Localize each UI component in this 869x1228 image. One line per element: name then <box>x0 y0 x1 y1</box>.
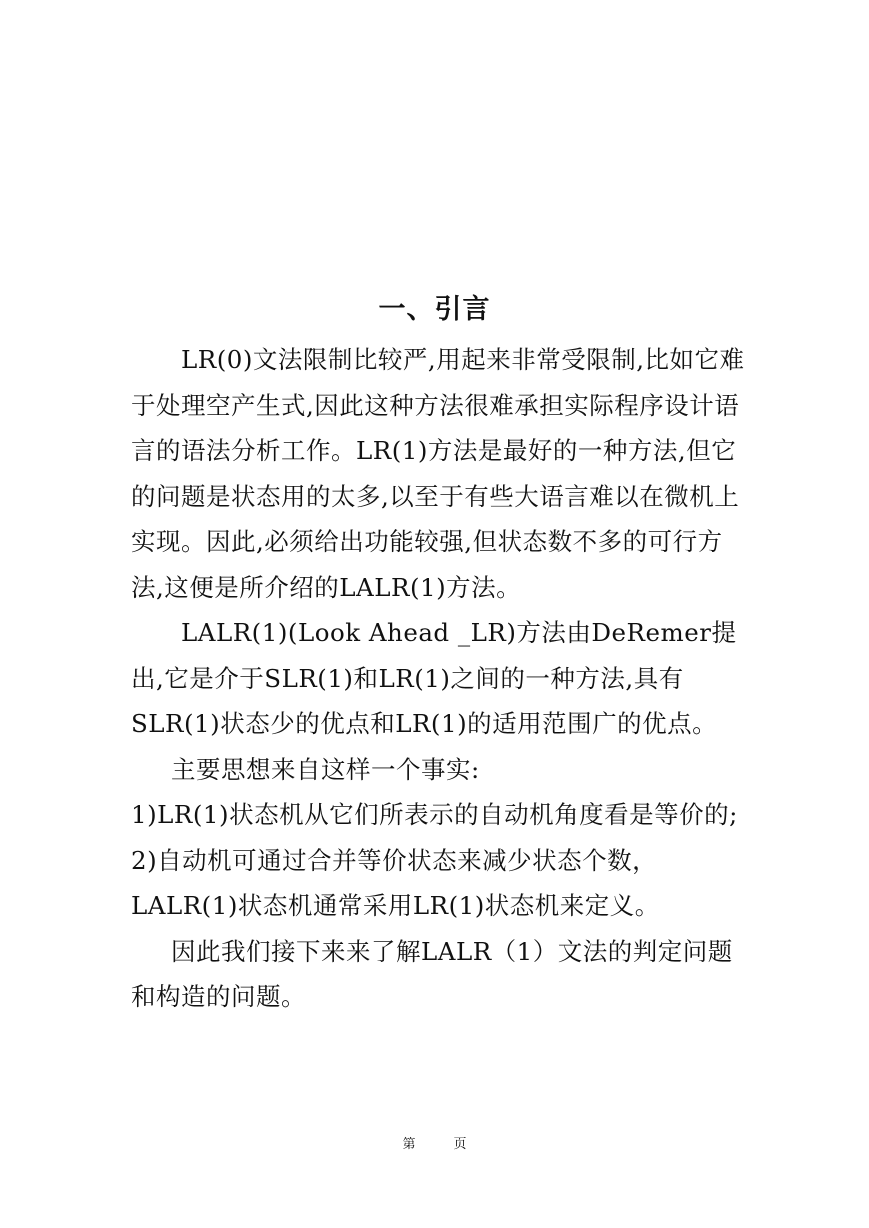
footer-page-prefix: 第 <box>402 1137 416 1152</box>
page-footer <box>0 1135 869 1155</box>
list-item-2: 2)自动机可通过合并等价状态来减少状态个数，LALR(1)状态机通常采用LR(1)状态机来定义。 <box>131 845 660 920</box>
paragraph-main-idea: 主要思想来自这样一个事实: <box>171 754 480 784</box>
paragraph-intro: LR(0)文法限制比较严,用起来非常受限制,比如它难于处理空产生式,因此这种方法很难承担实际程序设计语言的语法分析工作。LR(1)方法是最好的一种方法,但它的问题是状态用的太多,以至于有些大语言难以在微机上实现。因此,必须给出功能较强,但状态数不多的可行方法,这便是所介绍的LALR(1)方法。 <box>131 345 745 602</box>
paragraph-conclusion: 因此我们接下来来了解LALR（1）文法的判定问题和构造的问题。 <box>131 936 733 1011</box>
section-heading: 一、引言 <box>378 294 491 325</box>
list-item-1: 1)LR(1)状态机从它们所表示的自动机角度看是等价的; <box>131 800 738 829</box>
paragraph-lalr-definition: LALR(1)(Look Ahead _LR)方法由DeRemer提出,它是介于SLR(1)和LR(1)之间的一种方法,具有SLR(1)状态少的优点和LR(1)的适用范围广的优点。 <box>131 618 737 738</box>
footer-page-suffix: 页 <box>453 1137 467 1152</box>
body-text <box>131 337 751 1020</box>
